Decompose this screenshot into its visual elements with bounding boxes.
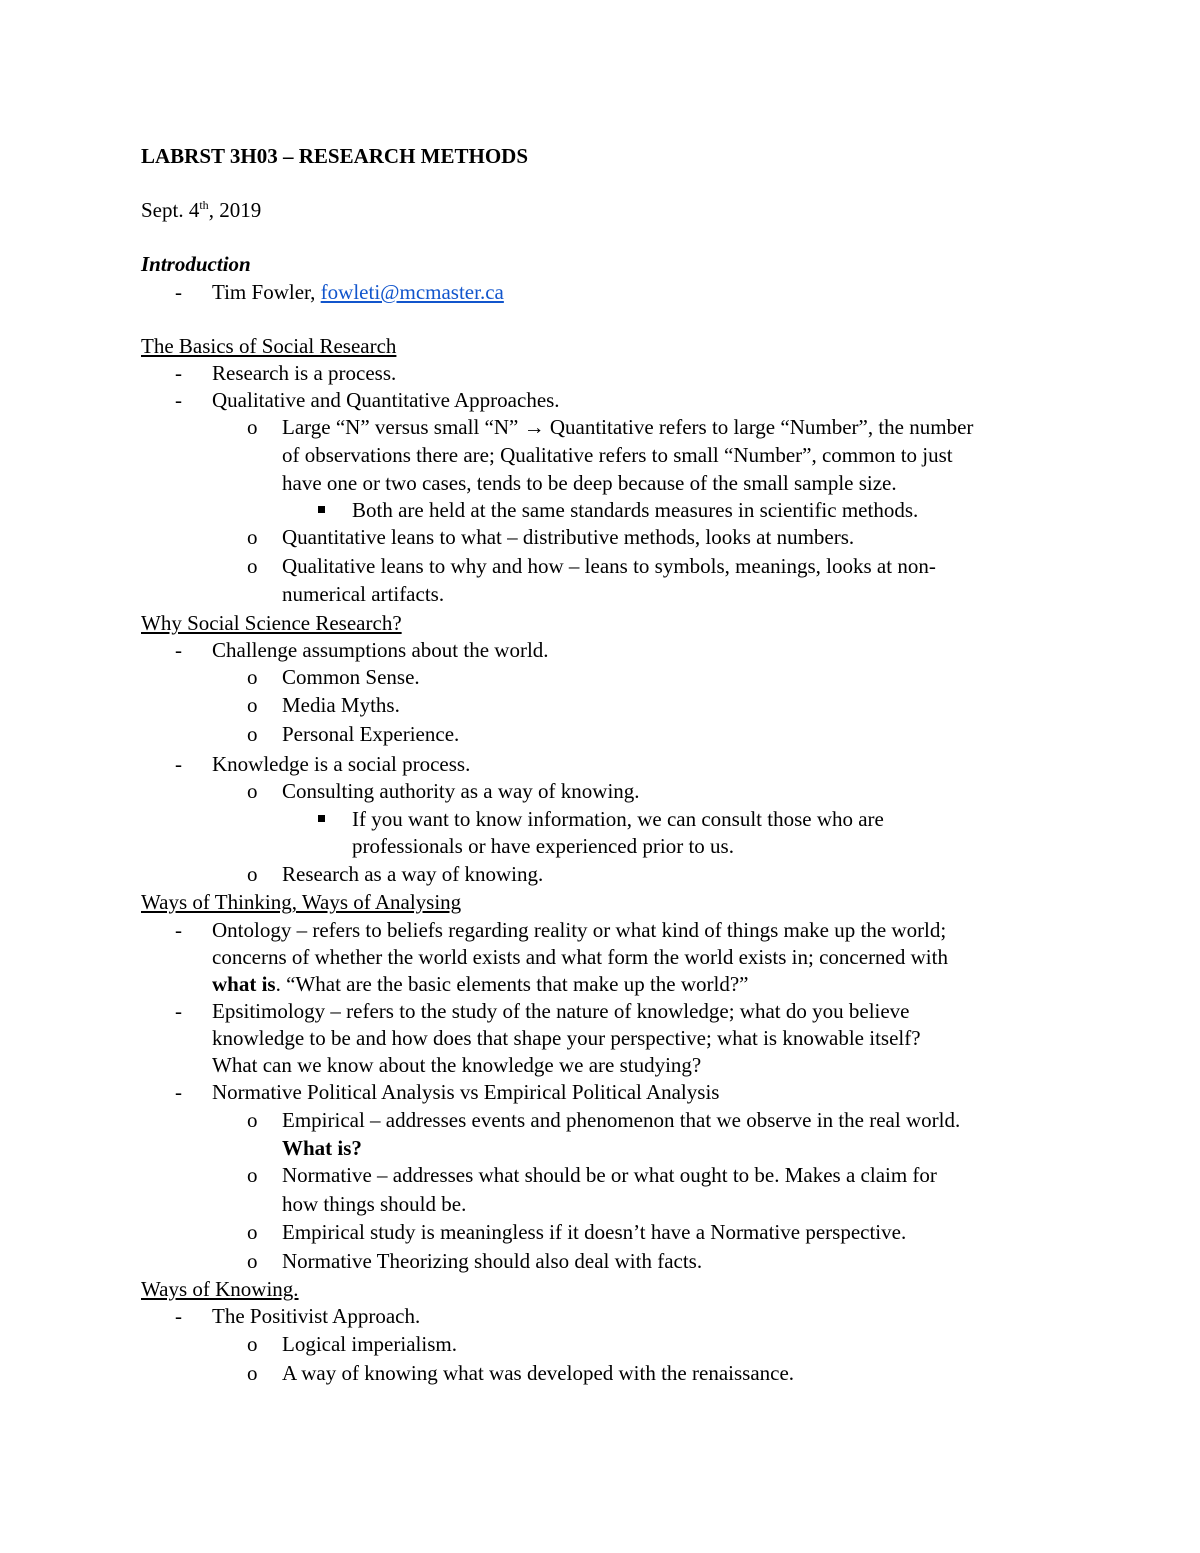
list-item [282,413,973,441]
list-item: Both are held at the same standards measures in scientific methods. [352,498,919,522]
date-suffix: , 2019 [208,198,262,222]
list-item-continuation: knowledge to be and how does that shape your perspective; what is knowable itself? [212,1026,921,1050]
square-bullet-icon [318,815,325,822]
instructor-email-link[interactable]: fowleti@mcmaster.ca [320,280,504,304]
circle-bullet: o [247,665,258,689]
dash-bullet: - [175,280,182,304]
date-superscript: th [199,198,209,212]
section-heading-basics: The Basics of Social Research [141,334,397,358]
list-item: Epsitimology – refers to the study of the nature of knowledge; what do you believe [212,999,910,1023]
list-item: Challenge assumptions about the world. [212,638,549,662]
list-item: A way of knowing what was developed with the renaissance. [282,1361,795,1385]
list-item-text: . “What are the basic elements that make up the world?” [275,972,749,996]
section-heading-ways-knowing: Ways of Knowing. [141,1277,299,1301]
list-item-text: Large “N” versus small “N” [282,415,524,439]
circle-bullet: o [247,1108,258,1132]
arrow-right-icon: → [523,415,545,439]
list-item: Empirical study is meaningless if it doesn’t have a Normative perspective. [282,1220,907,1244]
list-item: Normative Theorizing should also deal with facts. [282,1249,703,1273]
list-item-continuation: What can we know about the knowledge we are studying? [212,1053,702,1077]
bold-phrase: what is [212,972,276,996]
date-prefix: Sept. 4 [141,198,200,222]
list-item-continuation: how things should be. [282,1192,467,1216]
list-item-text: Quantitative refers to large “Number”, the number [544,415,974,439]
list-item: Research as a way of knowing. [282,862,544,886]
list-item: Normative – addresses what should be or what ought to be. Makes a claim for [282,1163,937,1187]
list-item: Media Myths. [282,693,400,717]
circle-bullet: o [247,1220,258,1244]
list-item-continuation: professionals or have experienced prior to us. [352,834,734,858]
document-title: LABRST 3H03 – RESEARCH METHODS [141,144,529,168]
circle-bullet: o [247,1332,258,1356]
instructor-name: Tim Fowler, [212,280,321,304]
dash-bullet: - [175,361,182,385]
circle-bullet: o [247,554,258,578]
list-item: Qualitative and Quantitative Approaches. [212,388,560,412]
list-item-continuation: have one or two cases, tends to be deep because of the small sample size. [282,471,897,495]
dash-bullet: - [175,752,182,776]
circle-bullet: o [247,1249,258,1273]
list-item: Personal Experience. [282,722,460,746]
circle-bullet: o [247,525,258,549]
list-item: Ontology – refers to beliefs regarding reality or what kind of things make up the world; [212,918,947,942]
circle-bullet: o [247,1361,258,1385]
section-heading-why-research: Why Social Science Research? [141,611,402,635]
introduction-heading: Introduction [141,252,251,276]
list-item: Common Sense. [282,665,420,689]
list-item-continuation: numerical artifacts. [282,582,445,606]
list-item-continuation: of observations there are; Qualitative refers to small “Number”, common to just [282,443,953,467]
list-item-continuation: concerns of whether the world exists and what form the world exists in; concerned with [212,945,948,969]
circle-bullet: o [247,862,258,886]
circle-bullet: o [247,415,258,439]
list-item: If you want to know information, we can consult those who are [352,807,884,831]
list-item: Consulting authority as a way of knowing. [282,779,640,803]
circle-bullet: o [247,779,258,803]
list-item: Logical imperialism. [282,1332,457,1356]
dash-bullet: - [175,388,182,412]
instructor-line [212,278,504,306]
dash-bullet: - [175,1304,182,1328]
list-item: Research is a process. [212,361,397,385]
document-date [141,196,261,224]
list-item-continuation [212,970,749,998]
list-item: Normative Political Analysis vs Empirical Political Analysis [212,1080,720,1104]
circle-bullet: o [247,1163,258,1187]
list-item: Knowledge is a social process. [212,752,471,776]
list-item: The Positivist Approach. [212,1304,421,1328]
circle-bullet: o [247,693,258,717]
list-item: Empirical – addresses events and phenomenon that we observe in the real world. [282,1108,961,1132]
list-item: Qualitative leans to why and how – leans to symbols, meanings, looks at non- [282,554,936,578]
square-bullet-icon [318,506,325,513]
dash-bullet: - [175,918,182,942]
circle-bullet: o [247,722,258,746]
dash-bullet: - [175,999,182,1023]
dash-bullet: - [175,638,182,662]
dash-bullet: - [175,1080,182,1104]
section-heading-ways-thinking: Ways of Thinking, Ways of Analysing [141,890,462,914]
list-item: Quantitative leans to what – distributive methods, looks at numbers. [282,525,855,549]
list-item-continuation: What is? [282,1136,362,1160]
